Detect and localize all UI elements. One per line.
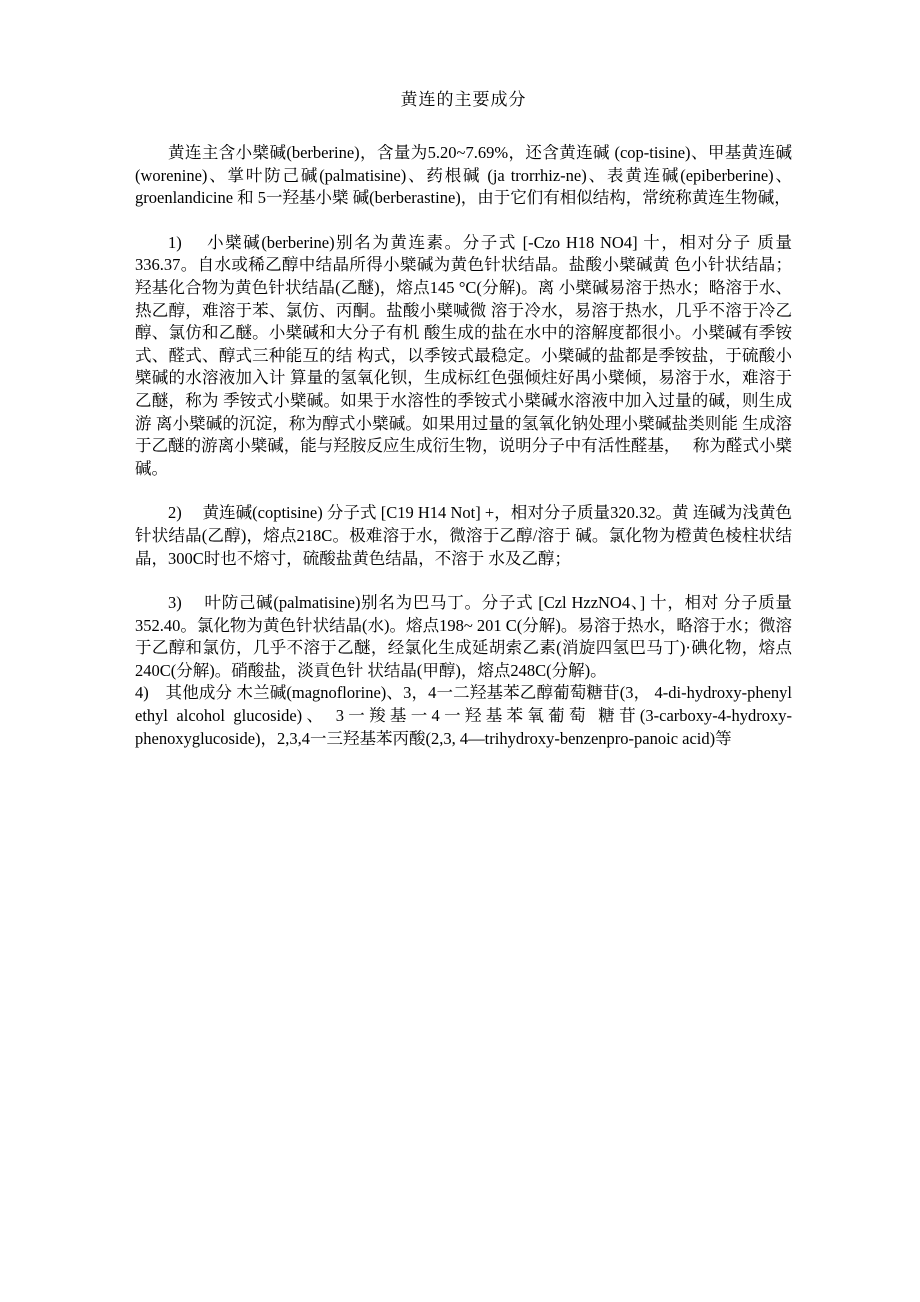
page-title: 黄连的主要成分 bbox=[400, 90, 527, 109]
paragraph-intro: 黄连主含小檗碱(berberine)，含量为5.20~7.69%，还含黄连碱 (cop-tisine)、甲基黄连碱(worenine)、掌叶防己碱(palmatisine)、药根碱 (ja trorrhiz-ne)、表黄连碱(epiberberine)、groenlandicine 和 5一羟基小檗 碱(berberastine)，由于它们有相似结构，常统称黄连生物碱， bbox=[135, 143, 792, 208]
paragraph-berberine: 1) 小檗碱(berberine)别名为黄连素。分子式 [-Czo H18 NO4] 十，相对分子 质量336.37。自水或稀乙醇中结晶所得小檗碱为黄色针状结晶。盐酸小檗碱黄 色小针状结晶；羟基化合物为黄色针状结晶(乙醚)，熔点145 °C(分解)。离 小檗碱易溶于热水；略溶于水、热乙醇，难溶于苯、氯仿、丙酮。盐酸小檗喊微 溶于冷水，易溶于热水，几乎不溶于冷乙醇、氯仿和乙醚。小檗碱和大分子有机 酸生成的盐在水中的溶解度都很小。小檗碱有季铵式、醛式、醇式三种能互的结 构式，以季铵式最稳定。小檗碱的盐都是季铵盐，于硫酸小檗碱的水溶液加入计 算量的氢氧化钡，生成标红色强倾炷好禺小檗倾，易溶于水，难溶于乙醚，称为 季铵式小檗碱。如果于水溶性的季铵式小檗碱水溶液中加入过量的碱，则生成游 离小檗碱的沉淀，称为醇式小檗碱。如果用过量的氢氧化钠处理小檗碱盐类则能 生成溶于乙醚的游离小檗碱，能与羟胺反应生成衍生物，说明分子中有活性醛基， 称为醛式小檗碱。 bbox=[135, 232, 793, 478]
paragraph-palmatisine: 3) 叶防己碱(palmatisine)别名为巴马丁。分子式 [Czl HzzNO4、] 十，相对 分子质量352.40。氯化物为黄色针状结晶(水)。熔点198~ 201 C(分解)。易溶于热水，略溶于水；微溶于乙醇和氯仿，几乎不溶于乙醚，经氯化生成延胡索乙素(消旋四氢巴马丁)·碘化物，熔点240C(分解)。硝酸盐，淡貢色针 状结晶(甲醇)，熔点248C(分解)。 bbox=[135, 593, 792, 680]
paragraph-coptisine: 2) 黄连碱(coptisine) 分子式 [C19 H14 Not] +，相对分子质量320.32。黄 连碱为浅黄色针状结晶(乙醇)，熔点218C。极难溶于水，微溶于乙醇/溶于 碱。氯化物为橙黄色棱柱状结晶，300C时也不熔寸，硫酸盐黄色结晶，不溶于 水及乙醇； bbox=[135, 503, 792, 568]
paragraph-other-components: 4) 其他成分 木兰碱(magnoflorine)、3，4一二羟基苯乙醇葡萄糖苷(3， 4-di-hydroxy-phenyl ethyl alcohol glucoside)、 3一羧基一4一羟基苯氧葡萄 糖苷(3-carboxy-4-hydroxy-phenoxyglucoside)，2,3,4一三羟基苯丙酸(2,3, 4—trihydroxy-benzenpro-panoic acid)等 bbox=[135, 683, 792, 748]
